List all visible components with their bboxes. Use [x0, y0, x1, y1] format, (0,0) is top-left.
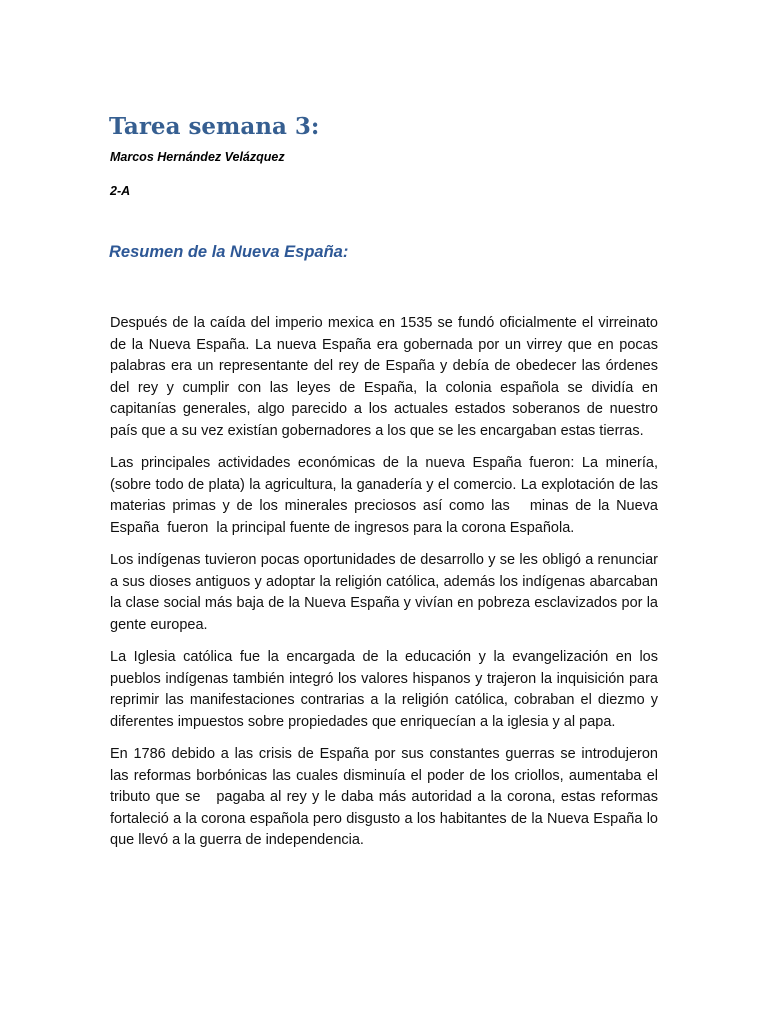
- document-body: [110, 313, 663, 863]
- paragraph-2: Las principales actividades económicas de la nueva España fueron: La minería, (sobre todo de plata) la agricultura, la ganadería y el comercio. La explotación de las materias primas y de los minerales preciosos así como las minas de la Nueva España fueron la principal fuente de ingresos para la corona Española.: [110, 455, 663, 536]
- paragraph-5: En 1786 debido a las crisis de España por sus constantes guerras se introdujeron las reformas borbónicas las cuales disminuía el poder de los criollos, aumentaba el tributo que se pagaba al rey y le daba más autoridad a la corona, estas reformas fortaleció a la corona española pero disgusto a los habitantes de la Nueva España lo que llevó a la guerra de independencia.: [110, 746, 663, 848]
- paragraph-3: Los indígenas tuvieron pocas oportunidades de desarrollo y se les obligó a renunciar a sus dioses antiguos y adoptar la religión católica, además los indígenas abarcaban la clase social más baja de la Nueva España y vivían en pobreza esclavizados por la gente europea.: [110, 552, 658, 633]
- document-title: Tarea semana 3:: [109, 113, 320, 140]
- paragraph-4: La Iglesia católica fue la encargada de la educación y la evangelización en los pueblos indígenas también integró los valores hispanos y trajeron la inquisición para reprimir las manifestaciones contrarias a la religión católica, cobraban el diezmo y diferentes impuestos sobre propiedades que enriquecían a la iglesia y al papa.: [110, 649, 658, 730]
- section-heading: Resumen de la Nueva España:: [109, 243, 349, 261]
- author-name: Marcos Hernández Velázquez: [110, 150, 285, 164]
- paragraph-1: Después de la caída del imperio mexica en 1535 se fundó oficialmente el virreinato de la Nueva España. La nueva España era gobernada por un virrey que en pocas palabras era un representante del rey de España y debía de obedecer las órdenes del rey y cumplir con las leyes de España, la colonia española se dividía en capitanías generales, algo parecido a los actuales estados soberanos de nuestro país que a su vez existían gobernadores a los que se les encargaban estas tierras.: [110, 315, 658, 439]
- group-label: 2-A: [110, 184, 131, 198]
